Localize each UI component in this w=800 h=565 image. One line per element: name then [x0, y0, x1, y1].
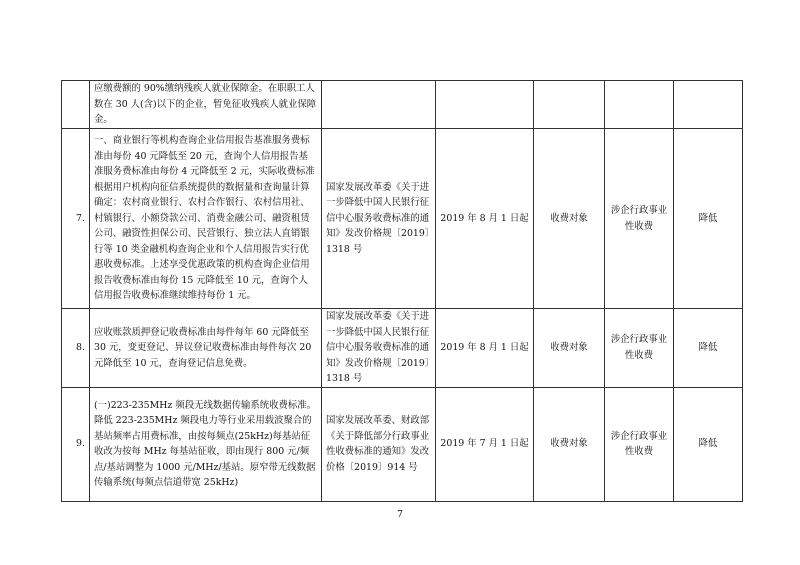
row-category: 涉企行政事业性收费 [605, 129, 674, 309]
row-action [674, 81, 743, 129]
row-target: 收费对象 [534, 309, 605, 388]
row-policy-basis [322, 81, 436, 129]
row-effective-date: 2019 年 7 月 1 日起 [436, 387, 534, 501]
row-effective-date: 2019 年 8 月 1 日起 [436, 309, 534, 388]
row-target: 收费对象 [534, 387, 605, 501]
table-row [62, 309, 743, 388]
row-number: 8. [62, 309, 90, 388]
row-effective-date: 2019 年 8 月 1 日起 [436, 129, 534, 309]
row-action: 降低 [674, 129, 743, 309]
row-policy-basis: 国家发展改革委《关于进一步降低中国人民银行征信中心服务收费标准的通知》发改价格规〔2019〕1318 号 [322, 129, 436, 309]
table-row [62, 387, 743, 501]
row-category: 涉企行政事业性收费 [605, 387, 674, 501]
row-effective-date [436, 81, 534, 129]
row-number [62, 81, 90, 129]
table-row [62, 129, 743, 309]
row-target: 收费对象 [534, 129, 605, 309]
row-number: 7. [62, 129, 90, 309]
row-action: 降低 [674, 387, 743, 501]
row-description: 应收账款质押登记收费标准由每件每年 60 元降低至 30 元，变更登记、异议登记收费标准由每件每次 20 元降低至 10 元，查询登记信息免费。 [90, 309, 322, 388]
fee-reduction-table [61, 80, 743, 502]
row-action: 降低 [674, 309, 743, 388]
row-number: 9. [62, 387, 90, 501]
row-category [605, 81, 674, 129]
row-description: 一、商业银行等机构查询企业信用报告基准服务费标准由每份 40 元降低至 20 元，查询个人信用报告基准服务费标准由每份 4 元降低至 2 元，实际收费标准根据用户机构向征信系统提供的数据量和查询量计算确定：农村商业银行、农村合作银行、农村信用社、村镇银行、小额贷款公司、消费金融公司、融资租赁公司、融资性担保公司、民营银行、独立法人直销银行等 10 类金融机构查询企业和个人信用报告实行优惠收费标准。上述享受优惠政策的机构查询企业信用报告收费标准由每份 15 元降低至 10 元，查询个人信用报告收费标准继续维持每份 1 元。 [90, 129, 322, 309]
row-description: 应缴费额的 90%缴纳残疾人就业保障金。在职职工人数在 30 人(含)以下的企业，暂免征收残疾人就业保障金。 [90, 81, 322, 129]
table-row [62, 81, 743, 129]
row-policy-basis: 国家发展改革委、财政部《关于降低部分行政事业性收费标准的通知》发改价格〔2019〕914 号 [322, 387, 436, 501]
row-target [534, 81, 605, 129]
row-description: (一)223-235MHz 频段无线数据传输系统收费标准。降低 223-235MHz 频段电力等行业采用载波聚合的基站频率占用费标准，由按每频点(25kHz)每基站征收改为按每 MHz 每基站征收，即由现行 800 元/频点/基站调整为 1000 元/MHz/基站。原窄带无线数据传输系统(每频点信道带宽 25kHz) [90, 387, 322, 501]
row-category: 涉企行政事业性收费 [605, 309, 674, 388]
page-number: 7 [397, 510, 403, 520]
row-policy-basis: 国家发展改革委《关于进一步降低中国人民银行征信中心服务收费标准的通知》发改价格规〔2019〕1318 号 [322, 309, 436, 388]
